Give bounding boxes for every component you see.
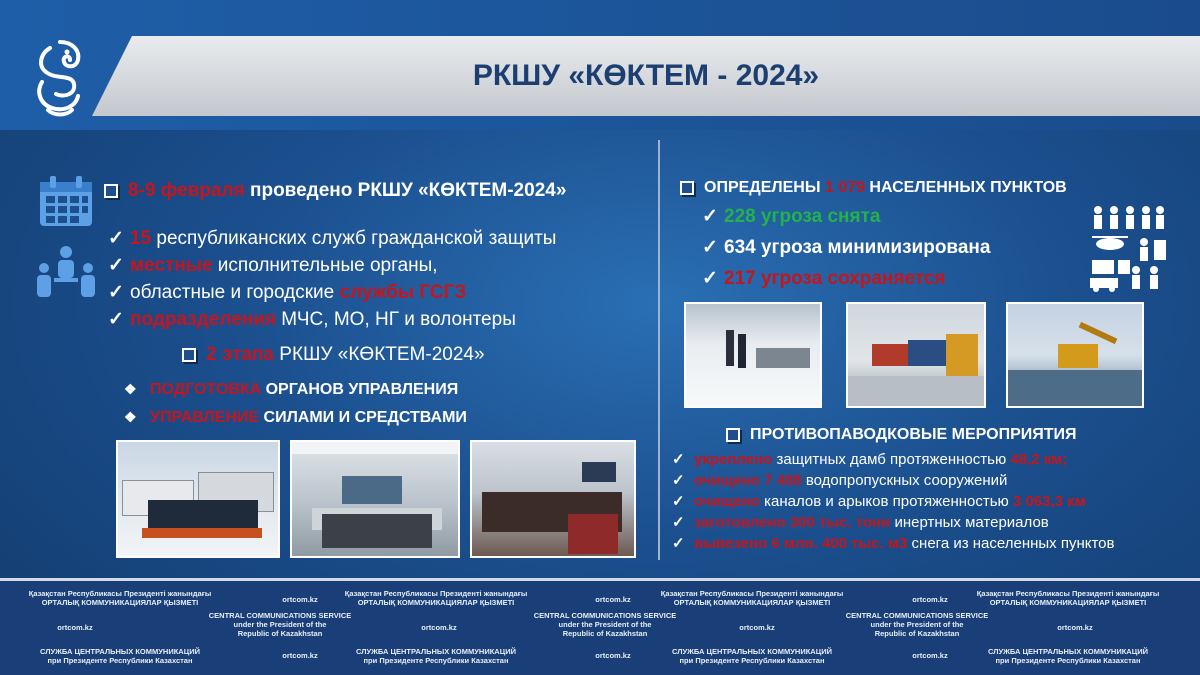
checkmark-icon: ✓ <box>702 268 718 289</box>
footer-en: CENTRAL COMMUNICATIONS SERVICE under the President of the Republic of Kazakhstan <box>845 611 989 638</box>
stages-line: 2 этапа РКШУ «КӨКТЕМ-2024» <box>182 344 485 366</box>
footer-site: ortcom.kz <box>1057 623 1093 632</box>
footer-site: ortcom.kz <box>595 595 631 604</box>
list-item: ✓ очищено каналов и арыков протяженностью 3 063,3 км <box>672 493 1086 510</box>
list-item: ✓ заготовлено 300 тыс. тонн инертных материалов <box>672 514 1049 531</box>
checkmark-icon: ✓ <box>672 451 685 468</box>
checkmark-icon: ✓ <box>108 309 124 330</box>
photo-excavator-water <box>1006 302 1144 408</box>
checkmark-icon: ✓ <box>672 535 685 552</box>
checkmark-icon: ✓ <box>702 237 718 258</box>
list-item: ✓ подразделения МЧС, МО, НГ и волонтеры <box>108 309 516 330</box>
photo-snow-inspection <box>684 302 822 408</box>
footer <box>0 578 1200 675</box>
threat-remains: ✓ 217 угроза сохраняется <box>702 268 946 289</box>
footer-ru: СЛУЖБА ЦЕНТРАЛЬНЫХ КОММУНИКАЦИЙ при Президенте Республики Казахстан <box>355 647 516 665</box>
photo-machinery <box>846 302 986 408</box>
right-header: ОПРЕДЕЛЕНЫ 1 079 НАСЕЛЕННЫХ ПУНКТОВ <box>680 179 1067 197</box>
footer-site: ortcom.kz <box>421 623 457 632</box>
footer-ru: СЛУЖБА ЦЕНТРАЛЬНЫХ КОММУНИКАЦИЙ при Президенте Республики Казахстан <box>671 647 832 665</box>
stage-item: ❖ УПРАВЛЕНИЕ СИЛАМИ И СРЕДСТВАМИ <box>124 409 467 426</box>
left-headline: 8-9 февраля проведено РКШУ «КӨКТЕМ-2024» <box>104 180 566 202</box>
threat-removed: ✓ 228 угроза снята <box>702 206 881 227</box>
rescue-services-icon <box>1088 204 1170 292</box>
checkbox-bullet-icon <box>726 428 740 442</box>
people-group-icon <box>34 244 98 300</box>
stage-item: ❖ ПОДГОТОВКА ОРГАНОВ УПРАВЛЕНИЯ <box>124 381 459 398</box>
snow-leopard-logo-icon <box>30 38 88 118</box>
footer-kz: Қазақстан Республикасы Президенті жанындағы ОРТАЛЫҚ КОММУНИКАЦИЯЛАР ҚЫЗМЕТІ <box>660 589 844 607</box>
photo-rescue-team <box>116 440 280 558</box>
diamond-bullet-icon: ❖ <box>124 381 137 397</box>
checkmark-icon: ✓ <box>702 206 718 227</box>
checkmark-icon: ✓ <box>672 514 685 531</box>
footer-site: ortcom.kz <box>595 651 631 660</box>
checkmark-icon: ✓ <box>672 472 685 489</box>
footer-site: ortcom.kz <box>912 651 948 660</box>
list-item: ✓ 15 республиканских служб гражданской защиты <box>108 228 557 249</box>
checkbox-bullet-icon <box>104 184 118 198</box>
checkbox-bullet-icon <box>182 348 196 362</box>
checkmark-icon: ✓ <box>108 282 124 303</box>
footer-site: ortcom.kz <box>282 595 318 604</box>
footer-en: CENTRAL COMMUNICATIONS SERVICE under the President of the Republic of Kazakhstan <box>208 611 352 638</box>
footer-ru: СЛУЖБА ЦЕНТРАЛЬНЫХ КОММУНИКАЦИЙ при Президенте Республики Казахстан <box>39 647 200 665</box>
list-item: ✓ укреплено защитных дамб протяженностью 48,2 км; <box>672 451 1068 468</box>
footer-ru: СЛУЖБА ЦЕНТРАЛЬНЫХ КОММУНИКАЦИЙ при Президенте Республики Казахстан <box>987 647 1148 665</box>
footer-kz: Қазақстан Республикасы Президенті жанындағы ОРТАЛЫҚ КОММУНИКАЦИЯЛАР ҚЫЗМЕТІ <box>344 589 528 607</box>
footer-site: ortcom.kz <box>282 651 318 660</box>
page-title: РКШУ «КӨКТЕМ - 2024» <box>472 59 820 92</box>
list-item: ✓ областные и городские службы ГСГЗ <box>108 282 467 303</box>
measures-title: ПРОТИВОПАВОДКОВЫЕ МЕРОПРИЯТИЯ <box>726 426 1077 444</box>
footer-site: ortcom.kz <box>739 623 775 632</box>
footer-site: ortcom.kz <box>57 623 93 632</box>
column-divider <box>658 140 660 560</box>
list-item: ✓ вывезено 6 млн. 400 тыс. м3 снега из населенных пунктов <box>672 535 1115 552</box>
checkbox-bullet-icon <box>680 181 694 195</box>
checkmark-icon: ✓ <box>672 493 685 510</box>
footer-kz: Қазақстан Республикасы Президенті жанындағы ОРТАЛЫҚ КОММУНИКАЦИЯЛАР ҚЫЗМЕТІ <box>976 589 1160 607</box>
list-item: ✓ очищено 7 488 водопропускных сооружений <box>672 472 1008 489</box>
threat-minimized: ✓ 634 угроза минимизирована <box>702 237 991 258</box>
calendar-icon <box>38 174 94 228</box>
checkmark-icon: ✓ <box>108 255 124 276</box>
footer-site: ortcom.kz <box>912 595 948 604</box>
checkmark-icon: ✓ <box>108 228 124 249</box>
photo-command-center <box>470 440 636 558</box>
diamond-bullet-icon: ❖ <box>124 409 137 425</box>
photo-meeting-room <box>290 440 460 558</box>
footer-kz: Қазақстан Республикасы Президенті жанындағы ОРТАЛЫҚ КОММУНИКАЦИЯЛАР ҚЫЗМЕТІ <box>28 589 212 607</box>
footer-en: CENTRAL COMMUNICATIONS SERVICE under the President of the Republic of Kazakhstan <box>533 611 677 638</box>
list-item: ✓ местные исполнительные органы, <box>108 255 438 276</box>
